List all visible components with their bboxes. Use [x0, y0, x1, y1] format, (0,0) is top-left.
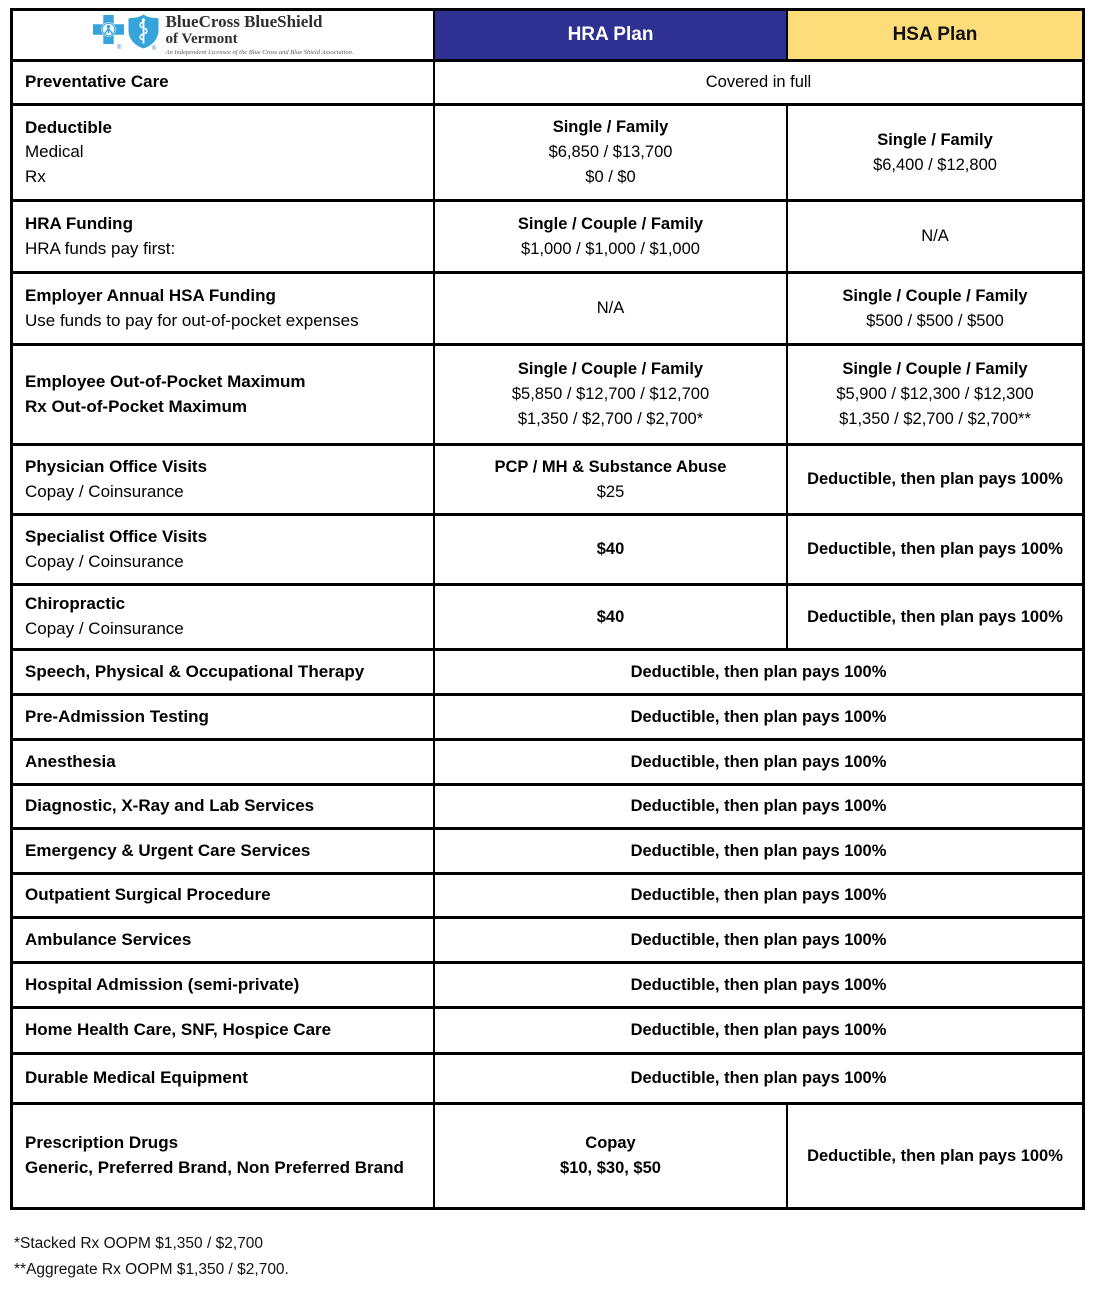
text-line: $1,350 / $2,700 / $2,700**: [839, 409, 1031, 428]
text-line: Deductible, then plan pays 100%: [630, 707, 887, 726]
text-line: $6,850 / $13,700: [548, 143, 673, 162]
text-line: Deductible, then plan pays 100%: [807, 1146, 1063, 1165]
text-line: Deductible, then plan pays 100%: [807, 607, 1063, 626]
hra-value-cell: [433, 274, 786, 343]
text-line: Deductible, then plan pays 100%: [630, 930, 887, 949]
text-line: Medical: [25, 142, 84, 162]
text-line: $1,350 / $2,700 / $2,700*: [517, 409, 704, 428]
service-label-cell: [13, 875, 433, 916]
text-line: Deductible, then plan pays 100%: [807, 540, 1063, 559]
text-line: Employee Out-of-Pocket Maximum: [25, 371, 306, 391]
text-line: Copay / Coinsurance: [25, 481, 184, 501]
service-label-cell: [13, 1055, 433, 1102]
text-line: Single / Couple / Family: [842, 360, 1028, 379]
row-speech-physical-occupational-therapy: [13, 648, 1082, 693]
hra-value-cell: [433, 106, 786, 199]
text-line: Single / Family: [552, 118, 669, 137]
row-employee-out-of-pocket-maximum: [13, 343, 1082, 443]
row-specialist-office-visits: [13, 513, 1082, 583]
text-line: Copay / Coinsurance: [25, 551, 184, 571]
hsa-value-cell: [786, 274, 1082, 343]
merged-value-cell: [433, 696, 1082, 738]
text-line: Deductible, then plan pays 100%: [807, 470, 1063, 489]
hsa-plan-column-header: HSA Plan: [786, 11, 1082, 59]
service-label-cell: [13, 346, 433, 443]
text-line: Single / Couple / Family: [517, 360, 704, 379]
footnote-stacked-rx-oopm: *Stacked Rx OOPM $1,350 / $2,700: [14, 1235, 263, 1252]
row-ambulance-services: [13, 916, 1082, 961]
text-line: Deductible, then plan pays 100%: [630, 1021, 887, 1040]
service-label-cell: [13, 830, 433, 872]
merged-value-cell: [433, 651, 1082, 693]
hra-plan-column-header: HRA Plan: [433, 11, 786, 59]
svg-text:®: ®: [151, 46, 156, 51]
row-anesthesia: [13, 738, 1082, 783]
text-line: PCP / MH & Substance Abuse: [494, 457, 727, 476]
text-line: Single / Couple / Family: [842, 286, 1028, 305]
text-line: Specialist Office Visits: [25, 526, 208, 546]
text-line: Ambulance Services: [25, 929, 192, 949]
merged-value-cell: [433, 1055, 1082, 1102]
text-line: Rx: [25, 166, 46, 186]
text-line: Deductible, then plan pays 100%: [630, 975, 887, 994]
text-line: Outpatient Surgical Procedure: [25, 885, 271, 905]
service-label-cell: [13, 106, 433, 199]
text-line: Single / Family: [877, 130, 993, 149]
service-label-cell: [13, 786, 433, 827]
footnote-aggregate-rx-oopm: **Aggregate Rx OOPM $1,350 / $2,700.: [14, 1261, 289, 1278]
text-line: Generic, Preferred Brand, Non Preferred Brand: [25, 1158, 404, 1177]
merged-value-cell: [433, 741, 1082, 783]
merged-value-cell: [433, 1009, 1082, 1052]
footnotes: [14, 1231, 289, 1283]
text-line: Speech, Physical & Occupational Therapy: [25, 661, 365, 681]
service-label-cell: [13, 919, 433, 961]
text-line: Emergency & Urgent Care Services: [25, 840, 311, 860]
service-label-cell: [13, 651, 433, 693]
benefits-table: [10, 8, 1085, 1210]
service-label-cell: [13, 274, 433, 343]
row-outpatient-surgical-procedure: [13, 872, 1082, 916]
hsa-value-cell: [786, 1105, 1082, 1207]
text-line: $0 / $0: [585, 167, 636, 186]
text-line: $1,000 / $1,000 / $1,000: [521, 239, 700, 258]
text-line: Deductible, then plan pays 100%: [630, 797, 887, 816]
row-durable-medical-equipment: [13, 1052, 1082, 1102]
hra-value-cell: [433, 446, 786, 513]
text-line: Preventative Care: [25, 72, 169, 92]
text-line: N/A: [921, 227, 949, 246]
hsa-value-cell: [786, 516, 1082, 583]
text-line: Copay / Coinsurance: [25, 619, 184, 638]
text-line: Deductible, then plan pays 100%: [630, 752, 887, 771]
row-prescription-drugs: [13, 1102, 1082, 1207]
row-chiropractic: [13, 583, 1082, 648]
hsa-value-cell: [786, 586, 1082, 648]
text-line: Anesthesia: [25, 751, 116, 771]
merged-value-cell: [433, 919, 1082, 961]
hra-value-cell: [433, 586, 786, 648]
text-line: Deductible, then plan pays 100%: [630, 886, 887, 905]
text-line: $40: [596, 607, 625, 626]
row-physician-office-visits: [13, 443, 1082, 513]
service-label-cell: [13, 202, 433, 271]
brand-name-line1: BlueCross BlueShield: [165, 11, 323, 31]
service-label-cell: [13, 741, 433, 783]
row-employer-annual-hsa-funding: [13, 271, 1082, 343]
text-line: $500 / $500 / $500: [866, 311, 1004, 330]
merged-value-cell: [433, 964, 1082, 1006]
merged-value-cell: [433, 830, 1082, 872]
hra-value-cell: [433, 346, 786, 443]
text-line: $25: [596, 482, 625, 501]
row-hospital-admission-semi-private: [13, 961, 1082, 1006]
text-line: Prescription Drugs: [25, 1133, 179, 1153]
text-line: $10, $30, $50: [560, 1159, 661, 1177]
text-line: HRA funds pay first:: [25, 238, 176, 258]
hsa-value-cell: [786, 446, 1082, 513]
text-line: Deductible, then plan pays 100%: [630, 841, 887, 860]
text-line: Durable Medical Equipment: [25, 1068, 248, 1088]
merged-value-cell: [433, 62, 1082, 103]
brand-logo: [13, 11, 433, 59]
service-label-cell: [13, 586, 433, 648]
table-header-row: [13, 11, 1082, 59]
text-line: Deductible, then plan pays 100%: [630, 1069, 887, 1088]
svg-text:®: ®: [116, 45, 121, 51]
service-label-cell: [13, 1105, 433, 1207]
text-line: Deductible: [25, 117, 112, 137]
blueshield-shield-icon: [128, 14, 159, 56]
service-label-cell: [13, 446, 433, 513]
hra-value-cell: [433, 202, 786, 271]
brand-name-line2: of Vermont: [165, 30, 238, 47]
row-home-health-care-snf-hospice-care: [13, 1006, 1082, 1052]
service-label-cell: [13, 62, 433, 103]
brand-text: [166, 13, 354, 57]
bluecross-cross-icon: [93, 14, 124, 56]
text-line: Employer Annual HSA Funding: [25, 285, 276, 305]
merged-value-cell: [433, 786, 1082, 827]
text-line: Hospital Admission (semi-private): [25, 974, 300, 994]
text-line: Home Health Care, SNF, Hospice Care: [25, 1020, 332, 1040]
text-line: Diagnostic, X-Ray and Lab Services: [25, 796, 315, 816]
text-line: Chiropractic: [25, 594, 126, 614]
hra-value-cell: [433, 1105, 786, 1207]
table-body: [13, 59, 1082, 1207]
brand-logo-icons: [93, 14, 159, 56]
text-line: Physician Office Visits: [25, 456, 208, 476]
text-line: Pre-Admission Testing: [25, 706, 209, 726]
text-line: Use funds to pay for out-of-pocket expenses: [25, 310, 359, 330]
text-line: HRA Funding: [25, 213, 133, 233]
text-line: $6,400 / $12,800: [873, 155, 997, 174]
merged-value-cell: [433, 875, 1082, 916]
hsa-value-cell: [786, 346, 1082, 443]
row-preventative-care: [13, 59, 1082, 103]
text-line: Covered in full: [705, 73, 812, 92]
text-line: N/A: [596, 299, 625, 318]
row-pre-admission-testing: [13, 693, 1082, 738]
text-line: Rx Out-of-Pocket Maximum: [25, 396, 247, 416]
service-label-cell: [13, 696, 433, 738]
text-line: Deductible, then plan pays 100%: [630, 662, 887, 681]
brand-tagline: An Independent Licensee of the Blue Cross and Blue Shield Association.: [165, 49, 354, 57]
text-line: $40: [596, 540, 625, 559]
service-label-cell: [13, 1009, 433, 1052]
row-hra-funding: [13, 199, 1082, 271]
hsa-value-cell: [786, 106, 1082, 199]
hsa-value-cell: [786, 202, 1082, 271]
hra-value-cell: [433, 516, 786, 583]
row-deductible: [13, 103, 1082, 199]
row-emergency-urgent-care-services: [13, 827, 1082, 872]
service-label-cell: [13, 516, 433, 583]
row-diagnostic-x-ray-and-lab-services: [13, 783, 1082, 827]
service-label-cell: [13, 964, 433, 1006]
text-line: Single / Couple / Family: [517, 214, 704, 233]
text-line: $5,900 / $12,300 / $12,300: [836, 385, 1034, 404]
text-line: $5,850 / $12,700 / $12,700: [511, 385, 710, 404]
text-line: Copay: [585, 1134, 636, 1153]
